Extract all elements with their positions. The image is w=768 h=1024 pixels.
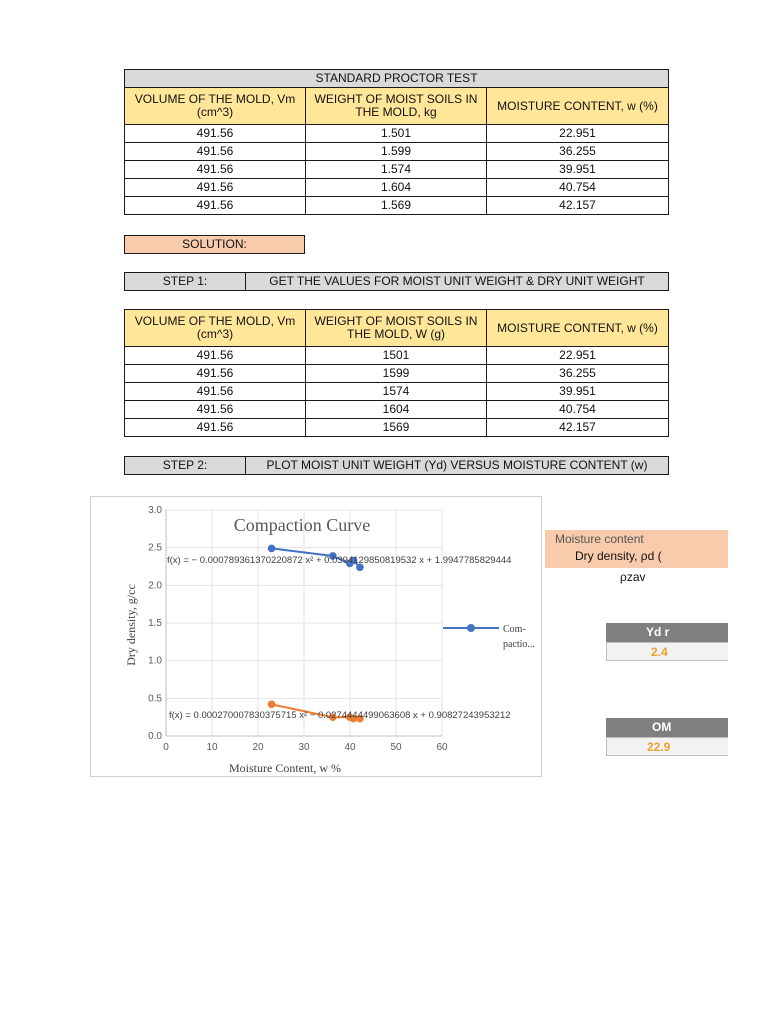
dry-density-label: Dry density, ρd ( (575, 549, 662, 563)
x-tick-label: 10 (206, 742, 218, 753)
x-axis-label: Moisture Content, w % (229, 761, 341, 775)
table-row (125, 125, 669, 143)
table-row (125, 197, 669, 215)
y-tick-label: 1.5 (148, 618, 162, 629)
step2-text: PLOT MOIST UNIT WEIGHT (Yd) VERSUS MOISTURE CONTENT (w) (246, 457, 669, 475)
trendline-equation-zav: f(x) = 0.000270007830375715 x² − 0.0274444499063608 x + 0.90827243953212 (169, 710, 511, 721)
cell: 491.56 (125, 419, 306, 437)
x-tick-label: 20 (252, 742, 264, 753)
cell: 1574 (306, 383, 487, 401)
cell: 491.56 (125, 161, 306, 179)
om-header (606, 718, 728, 737)
cell: 22.951 (487, 125, 669, 143)
yd-header (606, 623, 728, 642)
header-volume: VOLUME OF THE MOLD, Vm (cm^3) (125, 310, 306, 347)
legend-label-cont: pactio... (503, 639, 535, 650)
x-tick-label: 0 (163, 742, 169, 753)
y-tick-label: 1.0 (148, 655, 162, 667)
header-volume: VOLUME OF THE MOLD, Vm (cm^3) (125, 88, 306, 125)
cell: 39.951 (487, 161, 669, 179)
moisture-content-label: Moisture content (555, 532, 644, 546)
table-row (125, 383, 669, 401)
step2-bar (124, 456, 669, 475)
table-row (125, 401, 669, 419)
cell: 1.501 (306, 125, 487, 143)
x-tick-label: 60 (436, 742, 448, 753)
yd-value: 2.4 (651, 645, 668, 659)
compaction-chart (90, 496, 542, 777)
yd-value-cell (606, 642, 728, 661)
legend-marker (467, 624, 475, 632)
y-tick-label: 2.5 (148, 542, 162, 554)
legend (443, 624, 535, 650)
table-row (125, 419, 669, 437)
cell: 491.56 (125, 383, 306, 401)
om-value-cell (606, 737, 728, 756)
data-point (268, 701, 276, 709)
y-tick-label: 3.0 (148, 505, 162, 516)
om-value: 22.9 (647, 740, 671, 754)
header-moisture: MOISTURE CONTENT, w (%) (487, 310, 669, 347)
data-point (268, 545, 276, 553)
step2-label: STEP 2: (125, 457, 246, 475)
cell: 1569 (306, 419, 487, 437)
step1-bar (124, 272, 669, 291)
cell: 36.255 (487, 365, 669, 383)
cell: 491.56 (125, 365, 306, 383)
chart-title: Compaction Curve (233, 515, 371, 535)
cell: 1.574 (306, 161, 487, 179)
cell: 42.157 (487, 419, 669, 437)
cell: 36.255 (487, 143, 669, 161)
cell: 22.951 (487, 347, 669, 365)
table-row (125, 347, 669, 365)
solution-label: SOLUTION: (124, 235, 305, 254)
cell: 491.56 (125, 401, 306, 419)
x-tick-label: 50 (390, 742, 402, 753)
proctor-test-table (124, 69, 669, 215)
moisture-content-box (545, 530, 728, 568)
table-row (125, 179, 669, 197)
trendline-equation-compaction: f(x) = − 0.000789361370220872 x² + 0.0394129850819532 x + 1.9947785829444 (167, 555, 512, 566)
table-row (125, 143, 669, 161)
cell: 491.56 (125, 197, 306, 215)
step1-label: STEP 1: (125, 273, 246, 291)
compaction-chart-svg (91, 497, 541, 776)
cell: 40.754 (487, 179, 669, 197)
x-tick-label: 40 (344, 742, 356, 753)
pzav-label: ρzav (620, 570, 646, 584)
y-tick-label: 0.0 (148, 731, 162, 742)
header-weight: WEIGHT OF MOIST SOILS IN THE MOLD, W (g) (306, 310, 487, 347)
header-moisture: MOISTURE CONTENT, w (%) (487, 88, 669, 125)
table-title: STANDARD PROCTOR TEST (125, 70, 669, 88)
cell: 491.56 (125, 179, 306, 197)
cell: 491.56 (125, 125, 306, 143)
step1-text: GET THE VALUES FOR MOIST UNIT WEIGHT & DRY UNIT WEIGHT (246, 273, 669, 291)
cell: 40.754 (487, 401, 669, 419)
cell: 1604 (306, 401, 487, 419)
table-row (125, 161, 669, 179)
cell: 39.951 (487, 383, 669, 401)
y-axis-label: Dry density, g/cc (124, 584, 138, 666)
cell: 491.56 (125, 143, 306, 161)
cell: 42.157 (487, 197, 669, 215)
legend-label: Com- (503, 624, 526, 635)
cell: 491.56 (125, 347, 306, 365)
table-row (125, 365, 669, 383)
header-weight: WEIGHT OF MOIST SOILS IN THE MOLD, kg (306, 88, 487, 125)
cell: 1501 (306, 347, 487, 365)
yd-label: Yd r (646, 625, 670, 639)
cell: 1.569 (306, 197, 487, 215)
cell: 1599 (306, 365, 487, 383)
cell: 1.599 (306, 143, 487, 161)
y-tick-label: 0.5 (148, 693, 162, 705)
y-tick-label: 2.0 (148, 580, 162, 592)
om-label: OM (652, 720, 672, 734)
cell: 1.604 (306, 179, 487, 197)
x-tick-label: 30 (298, 742, 310, 753)
unit-weight-table (124, 309, 669, 437)
